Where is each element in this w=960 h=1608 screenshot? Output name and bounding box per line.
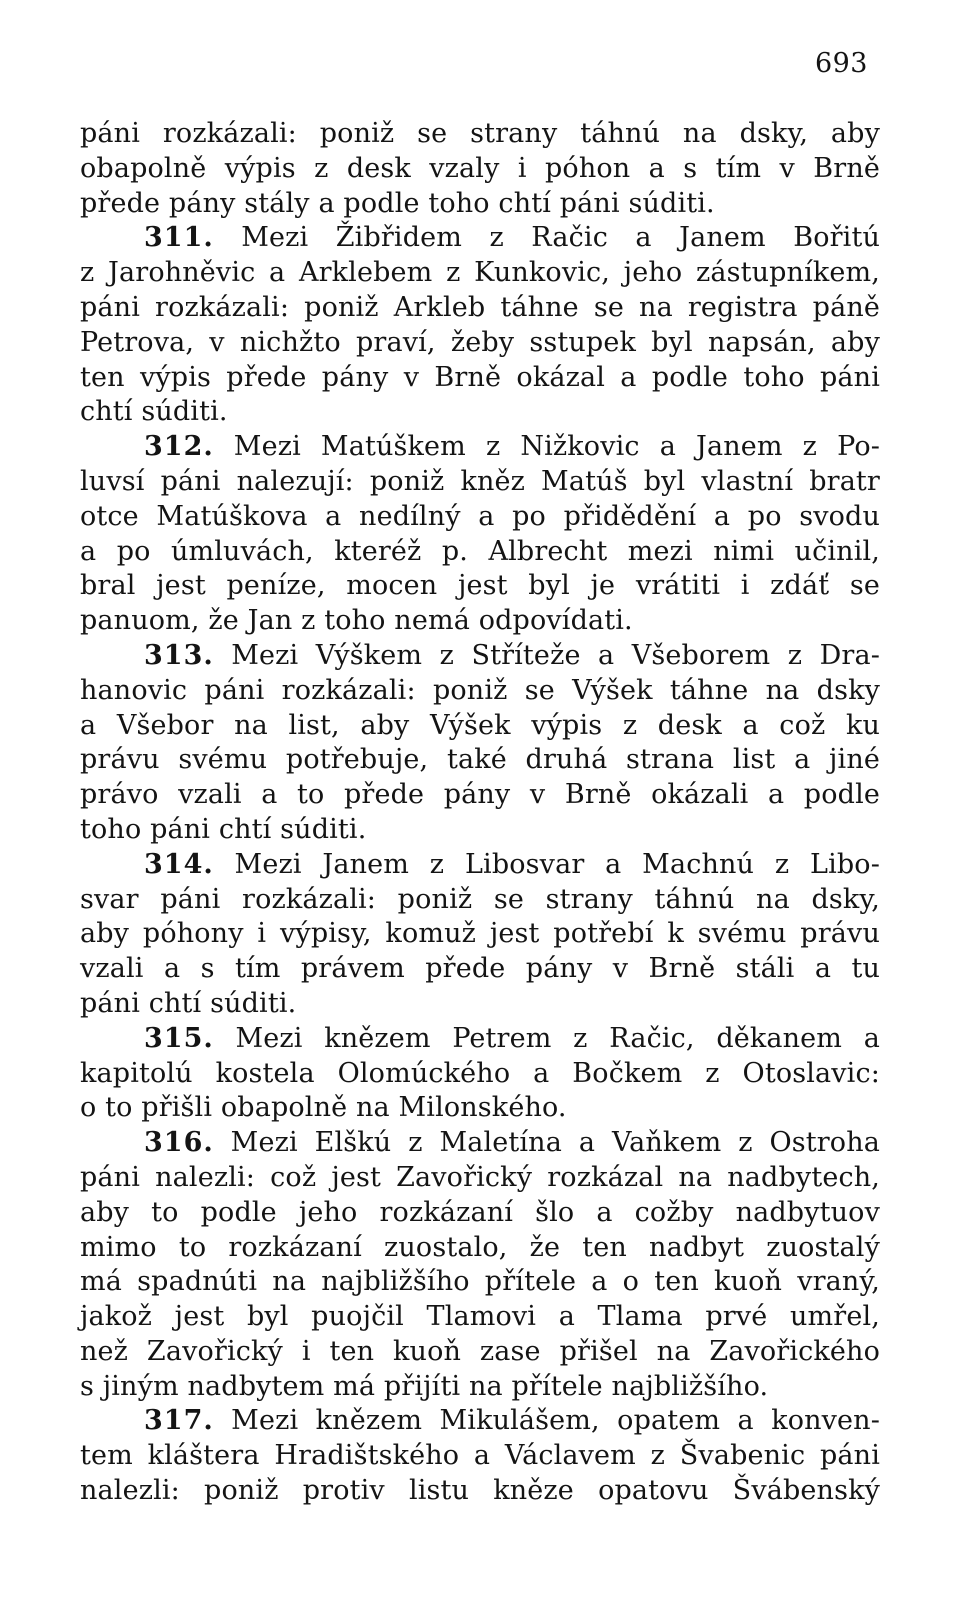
line-text: chtí súditi. bbox=[80, 396, 228, 428]
section-start-line bbox=[80, 1022, 880, 1057]
line-text: bral jest peníze, mocen jest byl je vrátiti i zdáť se bbox=[80, 570, 880, 602]
text-line bbox=[80, 1474, 880, 1509]
line-text: než Zavořický i ten kuoň zase přišel na Zavořického bbox=[80, 1335, 880, 1367]
text-line bbox=[80, 778, 880, 813]
line-text: panuom, že Jan z toho nemá odpovídati. bbox=[80, 605, 633, 637]
line-text: nalezli: poniž protiv listu kněze opatovu Švábenský bbox=[80, 1475, 880, 1507]
line-text: Mezi Matúškem z Nižkovic a Janem z Po- bbox=[213, 431, 880, 463]
text-line bbox=[80, 987, 880, 1022]
text-line bbox=[80, 952, 880, 987]
text-line bbox=[80, 709, 880, 744]
text-line bbox=[80, 1196, 880, 1231]
section-start-line bbox=[80, 221, 880, 256]
text-line bbox=[80, 187, 880, 222]
line-text: mimo to rozkázaní zuostalo, že ten nadbyt zuostalý bbox=[80, 1231, 880, 1263]
text-line bbox=[80, 465, 880, 500]
line-text: aby to podle jeho rozkázaní šlo a cožby nadbytuov bbox=[80, 1196, 880, 1228]
text-line bbox=[80, 813, 880, 848]
line-text: právu svému potřebuje, také druhá strana list a jiné bbox=[80, 744, 880, 776]
section-number: 316. bbox=[144, 1127, 214, 1159]
section-number: 312. bbox=[144, 431, 214, 463]
text-line bbox=[80, 569, 880, 604]
line-text: páni rozkázali: poniž se strany táhnú na dsky, aby bbox=[80, 118, 880, 149]
line-text: páni nalezli: což jest Zavořický rozkázal na nadbytech, bbox=[80, 1161, 880, 1193]
line-text: Mezi Žibřidem z Račic a Janem Bořitú bbox=[213, 222, 880, 254]
text-line bbox=[80, 1231, 880, 1266]
text-line bbox=[80, 1300, 880, 1335]
page-number: 693 bbox=[814, 48, 868, 79]
line-text: o to přišli obapolně na Milonského. bbox=[80, 1092, 567, 1124]
text-line bbox=[80, 1161, 880, 1196]
text-line bbox=[80, 1265, 880, 1300]
text-line bbox=[80, 395, 880, 430]
text-line bbox=[80, 152, 880, 187]
section-start-line bbox=[80, 430, 880, 465]
line-text: svar páni rozkázali: poniž se strany táhnú na dsky, bbox=[80, 883, 880, 915]
line-text: toho páni chtí súditi. bbox=[80, 813, 367, 845]
line-text: právo vzali a to přede pány v Brně okázali a podle bbox=[80, 779, 880, 811]
text-line bbox=[80, 1370, 880, 1405]
line-text: Mezi knězem Petrem z Račic, děkanem a bbox=[213, 1022, 880, 1054]
text-line bbox=[80, 1439, 880, 1474]
line-text: luvsí páni nalezují: poniž kněz Matúš byl vlastní bratr bbox=[80, 465, 880, 497]
text-line bbox=[80, 117, 880, 152]
section-start-line bbox=[80, 1404, 880, 1439]
line-text: páni chtí súditi. bbox=[80, 987, 297, 1019]
text-line bbox=[80, 291, 880, 326]
text-line bbox=[80, 604, 880, 639]
line-text: páni rozkázali: poniž Arkleb táhne se na registra páně bbox=[80, 291, 880, 323]
line-text: a po úmluvách, kteréž p. Albrecht mezi nimi učinil, bbox=[80, 535, 880, 567]
section-number: 317. bbox=[144, 1405, 214, 1437]
line-text: Mezi Výškem z Stříteže a Všeborem z Dra- bbox=[213, 639, 880, 671]
text-line bbox=[80, 326, 880, 361]
section-start-line bbox=[80, 1126, 880, 1161]
section-number: 311. bbox=[144, 222, 214, 254]
section-number: 314. bbox=[144, 848, 214, 880]
text-line bbox=[80, 256, 880, 291]
text-line bbox=[80, 1057, 880, 1092]
line-text: hanovic páni rozkázali: poniž se Výšek táhne na dsky bbox=[80, 674, 880, 706]
section-number: 313. bbox=[144, 639, 214, 671]
text-line bbox=[80, 674, 880, 709]
line-text: vzali a s tím právem přede pány v Brně stáli a tu bbox=[80, 953, 880, 985]
text-line bbox=[80, 1335, 880, 1370]
text-line bbox=[80, 917, 880, 952]
line-text: Mezi knězem Mikulášem, opatem a konven- bbox=[213, 1405, 880, 1437]
section-number: 315. bbox=[144, 1022, 214, 1054]
text-line bbox=[80, 883, 880, 918]
line-text: Mezi Janem z Libosvar a Machnú z Libo- bbox=[213, 848, 880, 880]
text-line bbox=[80, 361, 880, 396]
text-line bbox=[80, 743, 880, 778]
line-text: přede pány stály a podle toho chtí páni súditi. bbox=[80, 187, 715, 219]
body-text bbox=[80, 117, 880, 1509]
text-line bbox=[80, 1091, 880, 1126]
line-text: obapolně výpis z desk vzaly i póhon a s tím v Brně bbox=[80, 152, 880, 184]
line-text: kapitolú kostela Olomúckého a Bočkem z Otoslavic: bbox=[80, 1057, 880, 1089]
line-text: aby póhony i výpisy, komuž jest potřebí k svému právu bbox=[80, 918, 880, 950]
line-text: a Všebor na list, aby Výšek výpis z desk a což ku bbox=[80, 709, 880, 741]
line-text: má spadnúti na najbližšího přítele a o ten kuoň vraný, bbox=[80, 1266, 880, 1298]
line-text: Petrova, v nichžto praví, žeby sstupek byl napsán, aby bbox=[80, 326, 880, 358]
line-text: jakož jest byl puojčil Tlamovi a Tlama prvé umřel, bbox=[80, 1301, 880, 1333]
line-text: z Jarohněvic a Arklebem z Kunkovic, jeho zástupníkem, bbox=[80, 257, 880, 289]
section-start-line bbox=[80, 639, 880, 674]
line-text: otce Matúškova a nedílný a po přidědění a po svodu bbox=[80, 500, 880, 532]
line-text: Mezi Elškú z Maletína a Vaňkem z Ostroha bbox=[213, 1127, 880, 1159]
text-line bbox=[80, 500, 880, 535]
line-text: ten výpis přede pány v Brně okázal a podle toho páni bbox=[80, 361, 880, 393]
section-start-line bbox=[80, 848, 880, 883]
line-text: s jiným nadbytem má přijíti na přítele najbližšího. bbox=[80, 1370, 769, 1402]
line-text: tem kláštera Hradištského a Václavem z Švabenic páni bbox=[80, 1440, 880, 1472]
text-line bbox=[80, 535, 880, 570]
